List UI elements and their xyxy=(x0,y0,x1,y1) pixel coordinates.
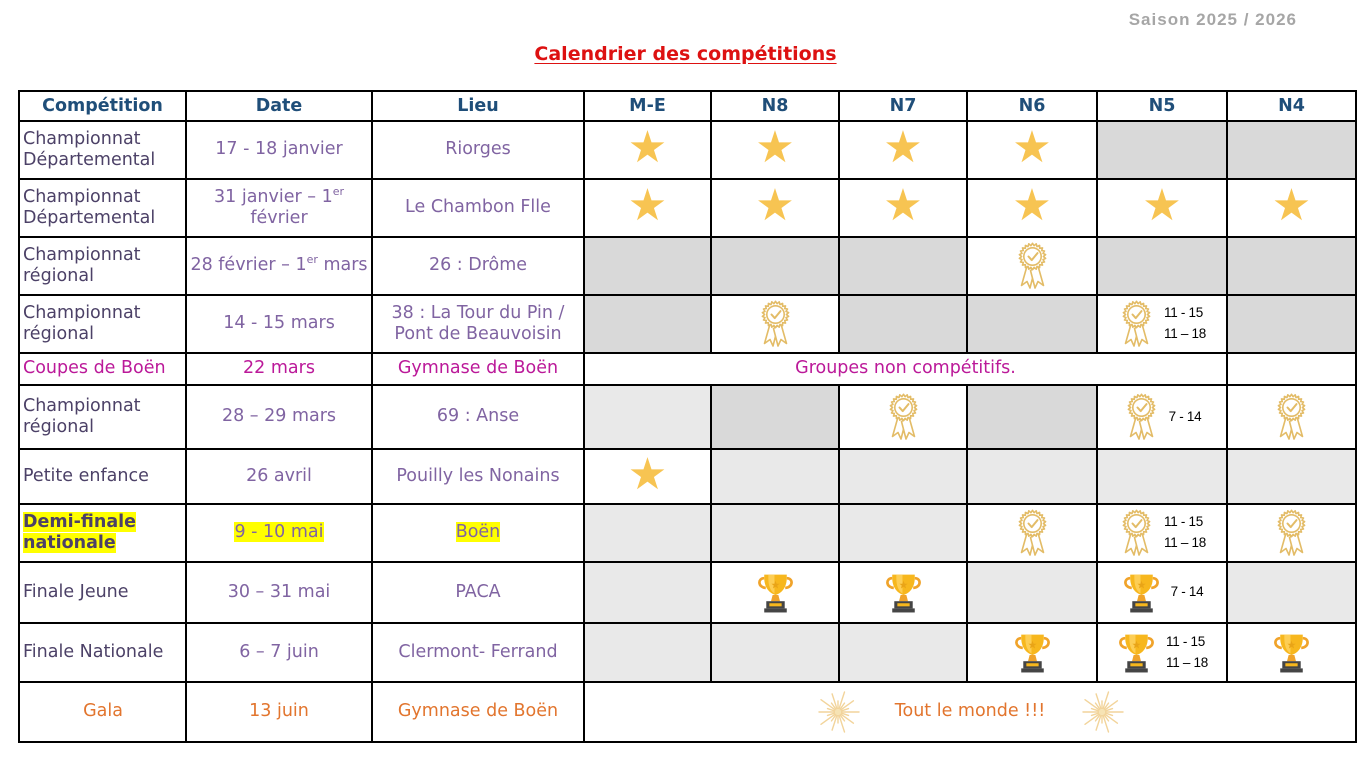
table-row xyxy=(19,237,1356,295)
level-cell xyxy=(711,449,839,504)
date-cell: 28 février – 1er mars xyxy=(186,237,372,295)
level-cell xyxy=(1227,623,1356,682)
level-cell xyxy=(584,295,711,353)
span-note-cell xyxy=(584,353,1227,385)
level-cell xyxy=(584,179,711,237)
lieu-cell: Gymnase de Boën xyxy=(372,353,584,385)
season-label: Saison 2025 / 2026 xyxy=(1128,10,1297,29)
level-cell xyxy=(711,121,839,179)
level-cell xyxy=(584,623,711,682)
level-cell xyxy=(711,179,839,237)
column-header-n8: N8 xyxy=(711,91,839,121)
column-header-lieu: Lieu xyxy=(372,91,584,121)
table-row xyxy=(19,623,1356,682)
column-header-me: M-E xyxy=(584,91,711,121)
date-cell: 13 juin xyxy=(186,682,372,742)
lieu-cell: Le Chambon Flle xyxy=(372,179,584,237)
date-cell: 30 – 31 mai xyxy=(186,562,372,623)
level-cell xyxy=(1097,179,1227,237)
age-range-note: 11 - 15 11 – 18 xyxy=(1164,514,1206,550)
column-header-n4: N4 xyxy=(1227,91,1356,121)
trophy-icon xyxy=(1121,571,1162,614)
table-row xyxy=(19,562,1356,623)
lieu-cell: 38 : La Tour du Pin / Pont de Beauvoisin xyxy=(372,295,584,353)
firework-icon xyxy=(1079,689,1125,735)
celebration-note xyxy=(586,689,1354,735)
level-cell xyxy=(1227,562,1356,623)
level-cell xyxy=(1227,121,1356,179)
level-cell xyxy=(967,449,1097,504)
star-icon: ★ xyxy=(1142,180,1182,231)
column-header-n7: N7 xyxy=(839,91,967,121)
column-header-competition: Compétition xyxy=(19,91,186,121)
competition-cell: Championnat Départemental xyxy=(19,179,186,237)
age-range-note: 7 - 14 xyxy=(1170,584,1204,600)
level-cell xyxy=(967,121,1097,179)
level-cell xyxy=(711,623,839,682)
level-cell xyxy=(1227,295,1356,353)
trophy-icon xyxy=(1116,631,1157,674)
star-icon: ★ xyxy=(627,122,668,173)
table-row xyxy=(19,121,1356,179)
star-icon: ★ xyxy=(883,122,923,173)
level-cell xyxy=(839,237,967,295)
competition-cell: Gala xyxy=(19,682,186,742)
level-cell xyxy=(1097,295,1227,353)
level-cell xyxy=(967,504,1097,562)
table-row xyxy=(19,504,1356,562)
star-icon: ★ xyxy=(883,180,923,231)
level-cell xyxy=(967,179,1097,237)
star-icon: ★ xyxy=(627,449,668,500)
competition-cell: Petite enfance xyxy=(19,449,186,504)
level-cell xyxy=(584,504,711,562)
level-cell xyxy=(711,237,839,295)
medal-icon xyxy=(1118,509,1155,557)
competition-cell: Finale Nationale xyxy=(19,623,186,682)
level-cell xyxy=(584,562,711,623)
title-wrap xyxy=(0,43,1371,65)
level-cell xyxy=(1097,237,1227,295)
competition-cell: Championnat Départemental xyxy=(19,121,186,179)
lieu-cell: 69 : Anse xyxy=(372,385,584,449)
star-icon: ★ xyxy=(627,180,668,231)
table-row xyxy=(19,295,1356,353)
header-row xyxy=(19,91,1356,121)
level-cell xyxy=(1097,449,1227,504)
date-cell: 6 – 7 juin xyxy=(186,623,372,682)
level-cell xyxy=(1097,562,1227,623)
column-header-n5: N5 xyxy=(1097,91,1227,121)
level-cell xyxy=(1227,504,1356,562)
level-cell xyxy=(839,385,967,449)
competition-cell: Championnat régional xyxy=(19,385,186,449)
lieu-cell: 26 : Drôme xyxy=(372,237,584,295)
level-cell xyxy=(584,449,711,504)
level-cell xyxy=(584,385,711,449)
calendar-table xyxy=(18,90,1357,743)
date-cell: 17 - 18 janvier xyxy=(186,121,372,179)
level-cell xyxy=(1097,504,1227,562)
lieu-cell: Boën xyxy=(372,504,584,562)
level-cell xyxy=(967,623,1097,682)
medal-icon xyxy=(757,300,794,348)
level-cell xyxy=(711,385,839,449)
competition-cell: Coupes de Boën xyxy=(19,353,186,385)
level-cell xyxy=(584,237,711,295)
competition-cell: Championnat régional xyxy=(19,237,186,295)
level-cell xyxy=(711,504,839,562)
column-header-date: Date xyxy=(186,91,372,121)
lieu-cell: Clermont- Ferrand xyxy=(372,623,584,682)
lieu-cell: Riorges xyxy=(372,121,584,179)
medal-icon xyxy=(885,393,922,441)
medal-icon xyxy=(1273,393,1310,441)
trophy-icon xyxy=(883,571,924,614)
lieu-cell: Gymnase de Boën xyxy=(372,682,584,742)
column-header-n6: N6 xyxy=(967,91,1097,121)
medal-icon xyxy=(1273,509,1310,557)
table-row xyxy=(19,353,1356,385)
star-icon: ★ xyxy=(1012,180,1052,231)
page-title: Calendrier des compétitions xyxy=(534,43,837,65)
date-cell: 9 - 10 mai xyxy=(186,504,372,562)
level-cell xyxy=(967,385,1097,449)
date-cell: 31 janvier – 1er février xyxy=(186,179,372,237)
date-cell: 28 – 29 mars xyxy=(186,385,372,449)
level-cell xyxy=(1227,385,1356,449)
star-icon: ★ xyxy=(755,180,795,231)
age-range-note: 11 - 15 11 – 18 xyxy=(1164,305,1206,341)
medal-icon xyxy=(1014,509,1051,557)
medal-icon xyxy=(1014,242,1051,290)
date-cell: 22 mars xyxy=(186,353,372,385)
level-cell xyxy=(967,237,1097,295)
trophy-icon xyxy=(755,571,796,614)
competition-cell: Championnat régional xyxy=(19,295,186,353)
medal-icon xyxy=(1118,300,1155,348)
age-range-note: 7 - 14 xyxy=(1168,408,1202,424)
level-cell xyxy=(839,623,967,682)
competition-cell: Finale Jeune xyxy=(19,562,186,623)
table-row xyxy=(19,385,1356,449)
table-row xyxy=(19,682,1356,742)
level-cell xyxy=(1227,237,1356,295)
level-cell xyxy=(839,295,967,353)
level-cell xyxy=(711,295,839,353)
trophy-icon xyxy=(1271,631,1312,674)
span-note-cell xyxy=(584,682,1356,742)
level-cell xyxy=(584,121,711,179)
star-icon: ★ xyxy=(1271,180,1312,231)
level-cell xyxy=(839,562,967,623)
firework-icon xyxy=(815,689,861,735)
competition-cell: Demi-finale nationale xyxy=(19,504,186,562)
date-cell: 14 - 15 mars xyxy=(186,295,372,353)
level-cell xyxy=(1227,353,1356,385)
span-note-text: Tout le monde !!! xyxy=(894,701,1046,722)
span-note-text: Groupes non compétitifs. xyxy=(795,358,1016,379)
level-cell xyxy=(839,504,967,562)
lieu-cell: PACA xyxy=(372,562,584,623)
level-cell xyxy=(839,121,967,179)
level-cell xyxy=(967,562,1097,623)
lieu-cell: Pouilly les Nonains xyxy=(372,449,584,504)
calendar-table-body xyxy=(19,121,1356,742)
level-cell xyxy=(711,562,839,623)
level-cell xyxy=(1097,623,1227,682)
star-icon: ★ xyxy=(755,122,795,173)
level-cell xyxy=(967,295,1097,353)
table-row xyxy=(19,449,1356,504)
level-cell xyxy=(1227,179,1356,237)
age-range-note: 11 - 15 11 – 18 xyxy=(1166,633,1208,670)
medal-icon xyxy=(1123,393,1160,441)
level-cell xyxy=(1097,121,1227,179)
table-row xyxy=(19,179,1356,237)
date-cell: 26 avril xyxy=(186,449,372,504)
level-cell xyxy=(1097,385,1227,449)
level-cell xyxy=(1227,449,1356,504)
level-cell xyxy=(839,179,967,237)
trophy-icon xyxy=(1012,631,1053,674)
star-icon: ★ xyxy=(1012,122,1052,173)
level-cell xyxy=(839,449,967,504)
